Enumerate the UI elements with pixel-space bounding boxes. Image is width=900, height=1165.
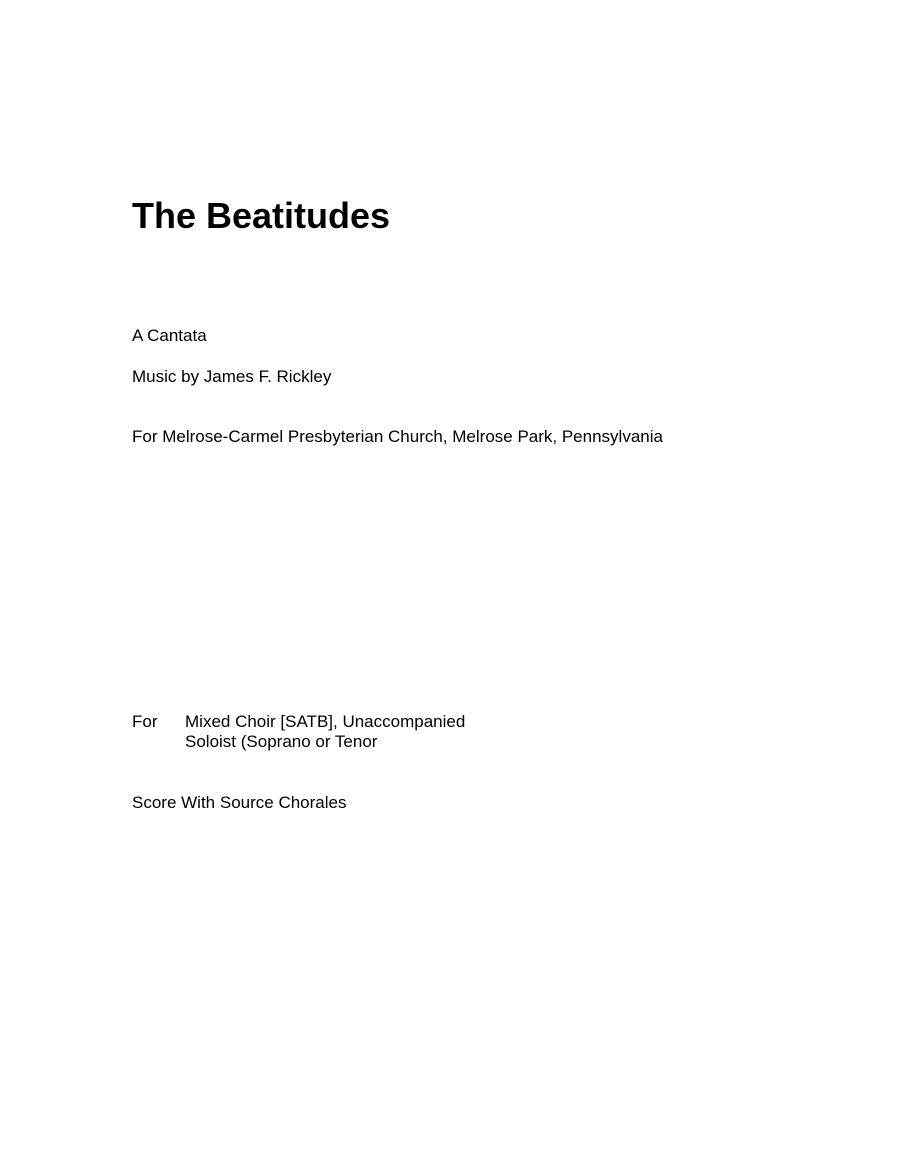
edition-note: Score With Source Chorales (132, 793, 347, 812)
instrumentation-line: Soloist (Soprano or Tenor (185, 732, 378, 751)
instrumentation-line: Mixed Choir [SATB], Unaccompanied (185, 712, 466, 731)
document-title: The Beatitudes (132, 195, 391, 236)
subtitle: A Cantata (132, 326, 207, 345)
dedication: For Melrose-Carmel Presbyterian Church, Melrose Park, Pennsylvania (132, 427, 663, 446)
composer-credit: Music by James F. Rickley (132, 367, 332, 386)
instrumentation-label: For (132, 712, 158, 731)
